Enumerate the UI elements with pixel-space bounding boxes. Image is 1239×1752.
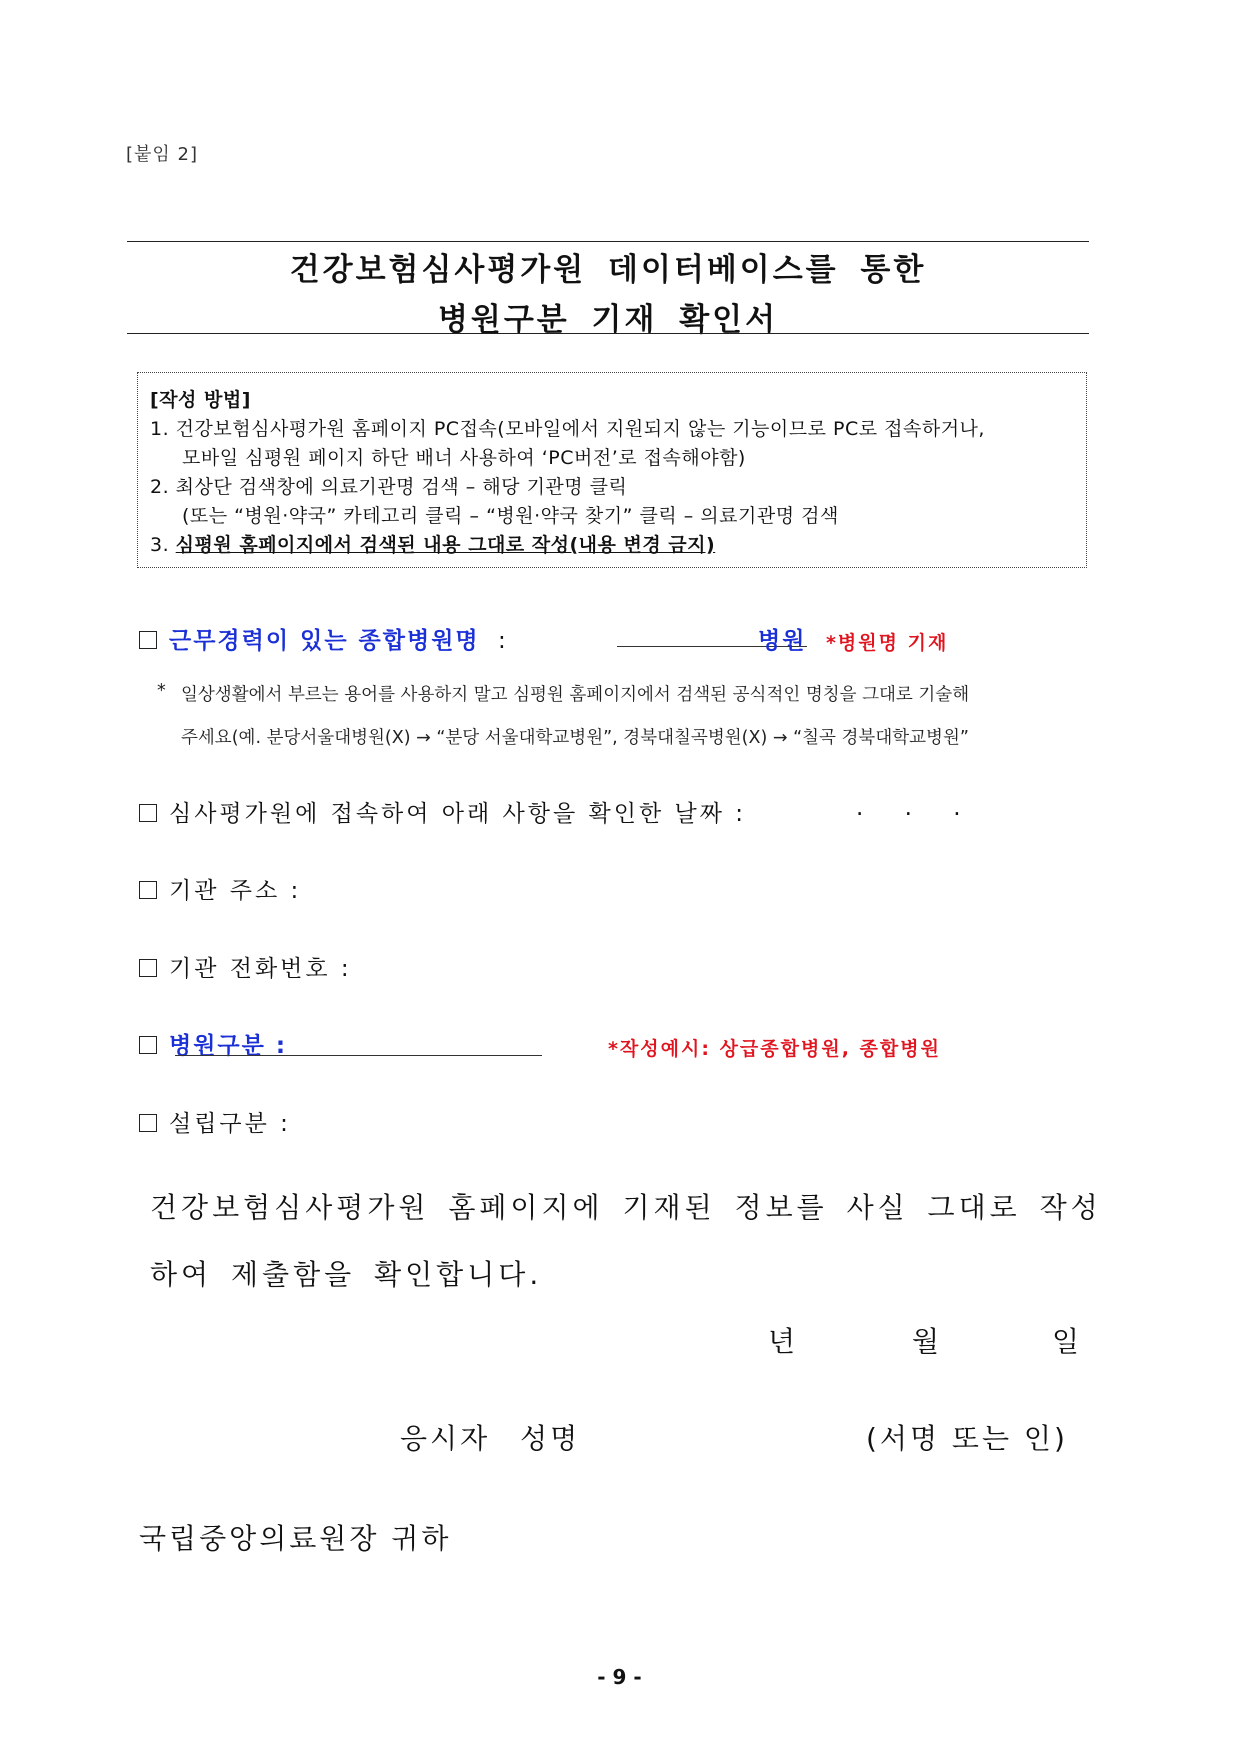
field-phone [139, 950, 352, 983]
phone-label: 기관 전화번호 : [169, 956, 352, 982]
confirmation-line1: 건강보험심사평가원 홈페이지에 기재된 정보를 사실 그대로 작성 [150, 1191, 1102, 1224]
hospital-suffix: 병원 [758, 628, 807, 654]
document-title-line1: 건강보험심사평가원 데이터베이스를 통한 [289, 252, 927, 288]
title-bottom-rule [127, 333, 1089, 334]
note-line-2: 주세요(예. 분당서울대병원(X) → “분당 서울대학교병원”, 경북대칠곡병원(X) → “칠곡 경북대학교병원” [181, 728, 969, 748]
hospital-type-hint: *작성예시: 상급종합병원, 종합병원 [608, 1038, 941, 1060]
guide-line-3-bold: 심평원 홈페이지에서 검색된 내용 그대로 작성(내용 변경 금지) [175, 534, 716, 556]
field-hospital-name [139, 622, 509, 655]
guide-line-1b: 모바일 심평원 페이지 하단 배너 사용하여 ‘PC버전’로 접속해야함) [182, 447, 746, 469]
hospital-name-label: 근무경력이 있는 종합병원명 [169, 628, 480, 654]
guide-line-3-prefix: 3. [150, 534, 176, 556]
hospital-name-colon: : [497, 628, 509, 654]
writing-guide-box [137, 372, 1087, 568]
field-check-date [139, 795, 746, 828]
title-top-rule [127, 241, 1089, 242]
hospital-hint: *병원명 기재 [826, 632, 949, 654]
signature-mark[interactable]: (서명 또는 인) [866, 1422, 1068, 1455]
field-address [139, 872, 301, 905]
check-date-dots[interactable]: . . . [856, 795, 973, 821]
checkbox-establishment[interactable] [139, 1114, 157, 1132]
checkbox-hospital-type[interactable] [139, 1036, 157, 1054]
page-number: - 9 - [597, 1665, 642, 1689]
note-star: * [157, 681, 166, 701]
checkbox-address[interactable] [139, 881, 157, 899]
confirmation-line2: 하여 제출함을 확인합니다. [150, 1258, 543, 1291]
guide-line-3 [150, 530, 715, 557]
note-line-1: 일상생활에서 부르는 용어를 사용하지 말고 심평원 홈페이지에서 검색된 공식적인 명칭을 그대로 기술해 [181, 685, 970, 705]
addressee: 국립중앙의료원장 귀하 [139, 1522, 452, 1555]
address-label: 기관 주소 : [169, 878, 302, 904]
document-title-line2: 병원구분 기재 확인서 [437, 302, 779, 338]
checkbox-hospital-name[interactable] [139, 631, 157, 649]
hospital-type-label: 병원구분 : [169, 1033, 288, 1059]
field-establishment [139, 1105, 291, 1138]
checkbox-check-date[interactable] [139, 804, 157, 822]
day-label: 일 [1052, 1325, 1083, 1358]
year-label: 년 [768, 1325, 799, 1358]
guide-line-1: 1. 건강보험심사평가원 홈페이지 PC접속(모바일에서 지원되지 않는 기능이므로 PC로 접속하거나, [150, 418, 985, 440]
check-date-label: 심사평가원에 접속하여 아래 사항을 확인한 날짜 : [169, 801, 746, 827]
guide-line-2b: (또는 “병원·약국” 카테고리 클릭 – “병원·약국 찾기” 클릭 – 의료기관명 검색 [182, 505, 839, 527]
guide-heading: [작성 방법] [150, 389, 251, 411]
hospital-type-input-line[interactable] [175, 1055, 542, 1056]
establishment-label: 설립구분 : [169, 1111, 291, 1137]
checkbox-phone[interactable] [139, 959, 157, 977]
attachment-label: [붙임 2] [126, 144, 198, 165]
month-label: 월 [912, 1325, 943, 1358]
applicant-name-label: 응시자 성명 [400, 1422, 581, 1455]
guide-line-2: 2. 최상단 검색창에 의료기관명 검색 – 해당 기관명 클릭 [150, 476, 628, 498]
